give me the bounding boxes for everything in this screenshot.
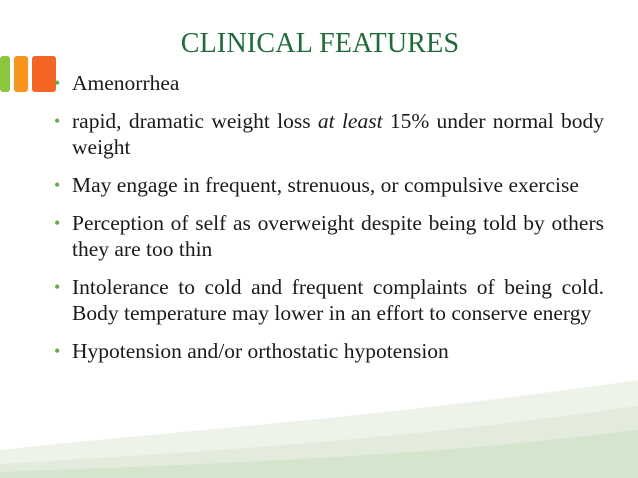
bullet-text: Hypotension and/or orthostatic hypotension	[72, 339, 449, 363]
bullet-text: Amenorrhea	[72, 71, 180, 95]
accent-bar-green	[0, 56, 10, 92]
bullet-text-part: rapid, dramatic weight loss	[72, 109, 318, 133]
bullet-item	[52, 274, 604, 326]
bullet-dot-icon: •	[54, 341, 61, 361]
bullet-text	[72, 109, 604, 159]
bullet-item	[52, 172, 604, 198]
bullet-dot-icon: •	[54, 175, 61, 195]
bullet-item	[52, 108, 604, 160]
bullet-dot-icon: •	[54, 213, 61, 233]
bullet-text: Perception of self as overweight despite being told by others they are too thin	[72, 211, 604, 261]
bullet-text-emphasis: at least	[317, 109, 383, 133]
bullet-text: Intolerance to cold and frequent complaints of being cold. Body temperature may lower in an effort to conserve energy	[72, 275, 604, 325]
bullet-item	[52, 210, 604, 262]
bullet-item	[52, 338, 604, 364]
bullet-text: May engage in frequent, strenuous, or compulsive exercise	[72, 173, 579, 197]
bullet-dot-icon: •	[54, 73, 61, 93]
bullet-dot-icon: •	[54, 277, 61, 297]
bullet-dot-icon: •	[54, 111, 61, 131]
bullet-text-part: 15% under normal body weight	[72, 109, 604, 159]
bullet-item	[52, 70, 604, 96]
bullet-list	[52, 70, 604, 376]
slide-title: CLINICAL FEATURES	[180, 28, 460, 59]
bottom-swoosh-decoration	[0, 360, 638, 478]
accent-bar-orange	[14, 56, 28, 92]
